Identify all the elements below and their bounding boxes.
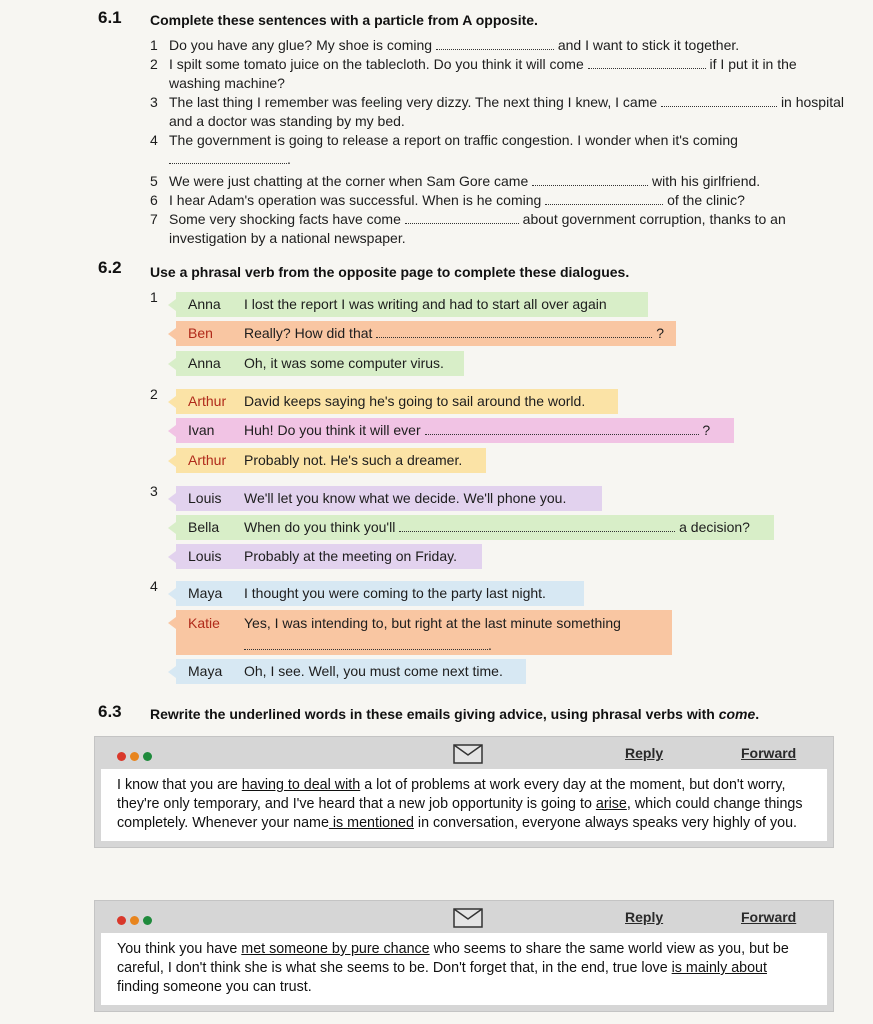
answer-blank[interactable] [661,96,777,107]
email-window-1 [94,736,834,848]
dialogue-line [176,581,584,606]
answer-blank[interactable] [244,639,488,650]
email-text: a lot of problems at work every day at the moment, but don't worry, they're only temporary, and I've heard that a new job opportunity is going to [117,777,786,812]
answer-blank[interactable] [532,175,648,186]
maximize-dot[interactable] [143,916,152,925]
dialogue-line [176,321,676,346]
dialogue-line [176,418,734,443]
line-text: We'll let you know what we decide. We'll phone you. [244,490,567,506]
speaker-name: Ben [188,325,213,341]
line-text: When do you think you'll [244,519,396,535]
dialogue-2-number: 2 [150,386,158,402]
email-window-2 [94,900,834,1012]
dialogue-line [176,515,774,540]
sentence-number: 7 [150,211,158,227]
sentence-text: . [287,151,291,167]
dialogue-3-number: 3 [150,483,158,499]
speaker-name: Maya [188,585,223,601]
forward-button[interactable]: Forward [741,745,797,761]
line-text: Really? How did that [244,325,373,341]
envelope-icon [453,744,483,764]
reply-button[interactable]: Reply [625,909,664,925]
email-text: finding someone you can trust. [117,979,312,995]
sentence-text: I spilt some tomato juice on the tablecloth. Do you think it will come [169,56,584,72]
sentence-text: if I put it in the washing machine? [169,56,797,91]
line-text: Yes, I was intending to, but right at the last minute something [244,615,621,631]
answer-blank[interactable] [436,39,554,50]
window-controls [117,748,156,766]
close-dot[interactable] [117,752,126,761]
sentence-6 [150,191,850,210]
sentence-number: 2 [150,56,158,72]
underlined-phrase: is mainly about [671,960,767,976]
speaker-name: Anna [188,355,221,371]
exercise-6-1-list [150,36,850,248]
sentence-5 [150,172,850,191]
dialogue-line [176,659,526,684]
underlined-phrase: is mentioned [328,815,414,831]
minimize-dot[interactable] [130,752,139,761]
section-6-3-number: 6.3 [98,702,122,721]
window-controls [117,912,156,930]
underlined-phrase: arise [595,796,627,812]
line-end: . [488,637,492,653]
section-6-3-title [150,706,759,722]
sentence-number: 1 [150,37,158,53]
answer-blank[interactable] [169,153,287,164]
maximize-dot[interactable] [143,752,152,761]
email-text: in conversation, everyone always speaks very highly of you. [413,815,797,831]
section-6-1-number: 6.1 [98,8,122,27]
email-text: I know that you are [117,777,242,793]
dialogue-line [176,610,672,655]
sentence-text: about government corruption, thanks to an investigation by a national newspaper. [169,211,786,246]
title-text: Rewrite the underlined words in these emails giving advice, using phrasal verbs with [150,706,719,722]
email-text: who seems to share the same world view as you, but be careful, I don't think she is what she seems to be. Don't forget that, in the end, true love [117,941,789,976]
dialogue-line [176,448,486,473]
email-body [101,769,827,841]
sentence-text: Do you have any glue? My shoe is coming [169,37,433,53]
underlined-phrase: met someone by pure chance [241,941,430,957]
line-end: ? [656,325,664,341]
answer-blank[interactable] [545,194,663,205]
dialogue-line [176,292,648,317]
forward-button[interactable]: Forward [741,909,797,925]
dialogue-1-number: 1 [150,289,158,305]
speaker-name: Katie [188,615,220,631]
line-text: Probably at the meeting on Friday. [244,548,457,564]
sentence-7 [150,210,850,248]
line-end: ? [702,422,711,438]
section-6-2-number: 6.2 [98,258,122,277]
dialogue-line [176,486,602,511]
answer-blank[interactable] [376,327,652,338]
section-6-1-title: Complete these sentences with a particle from A opposite. [150,12,538,28]
line-text: Oh, it was some computer virus. [244,355,444,371]
sentence-text: and I want to stick it together. [557,37,740,53]
email-text: , which could change things completely. Whenever your name [117,796,803,831]
line-text: David keeps saying he's going to sail around the world. [244,393,586,409]
speaker-name: Louis [188,490,222,506]
line-text: Huh! Do you think it will ever [244,422,421,438]
sentence-text: I hear Adam's operation was successful. When is he coming [169,192,542,208]
sentence-number: 4 [150,132,158,148]
line-text: Oh, I see. Well, you must come next time. [244,663,503,679]
section-6-2-title: Use a phrasal verb from the opposite page to complete these dialogues. [150,264,630,280]
sentence-text: The last thing I remember was feeling very dizzy. The next thing I knew, I came [169,94,658,110]
email-body [101,933,827,1005]
answer-blank[interactable] [588,58,706,69]
line-text: I lost the report I was writing and had to start all over again [244,296,607,312]
line-text: I thought you were coming to the party last night. [244,585,546,601]
title-emphasis: come [718,706,756,722]
email-toolbar [101,901,827,933]
speaker-name: Arthur [188,393,227,409]
dialogue-line [176,544,482,569]
sentence-number: 6 [150,192,158,208]
reply-button[interactable]: Reply [625,745,664,761]
close-dot[interactable] [117,916,126,925]
line-end: a decision? [679,519,750,535]
title-text: . [755,706,760,722]
speaker-name: Anna [188,296,221,312]
sentence-text: The government is going to release a report on traffic congestion. I wonder when it's coming [169,132,738,148]
sentence-3 [150,93,850,131]
sentence-1 [150,36,850,55]
sentence-text: with his girlfriend. [652,173,761,189]
dialogue-line [176,389,618,414]
envelope-icon [453,908,483,928]
speaker-name: Maya [188,663,223,679]
sentence-text: in hospital and a doctor was standing by my bed. [169,94,844,129]
dialogue-4-number: 4 [150,578,158,594]
underlined-phrase: having to deal with [241,777,361,793]
sentence-4 [150,131,850,169]
speaker-name: Arthur [188,452,227,468]
sentence-2 [150,55,850,93]
answer-blank[interactable] [405,213,519,224]
line-text: Probably not. He's such a dreamer. [244,452,463,468]
dialogue-line [176,351,464,376]
email-toolbar [101,737,827,769]
answer-blank[interactable] [425,424,699,435]
speaker-name: Bella [188,519,220,535]
sentence-number: 5 [150,173,158,189]
sentence-text: of the clinic? [667,192,745,208]
minimize-dot[interactable] [130,916,139,925]
sentence-text: We were just chatting at the corner when Sam Gore came [169,173,529,189]
speaker-name: Ivan [188,422,215,438]
speaker-name: Louis [188,548,222,564]
sentence-number: 3 [150,94,158,110]
answer-blank[interactable] [399,521,675,532]
email-text: You think you have [117,941,242,957]
sentence-text: Some very shocking facts have come [169,211,401,227]
